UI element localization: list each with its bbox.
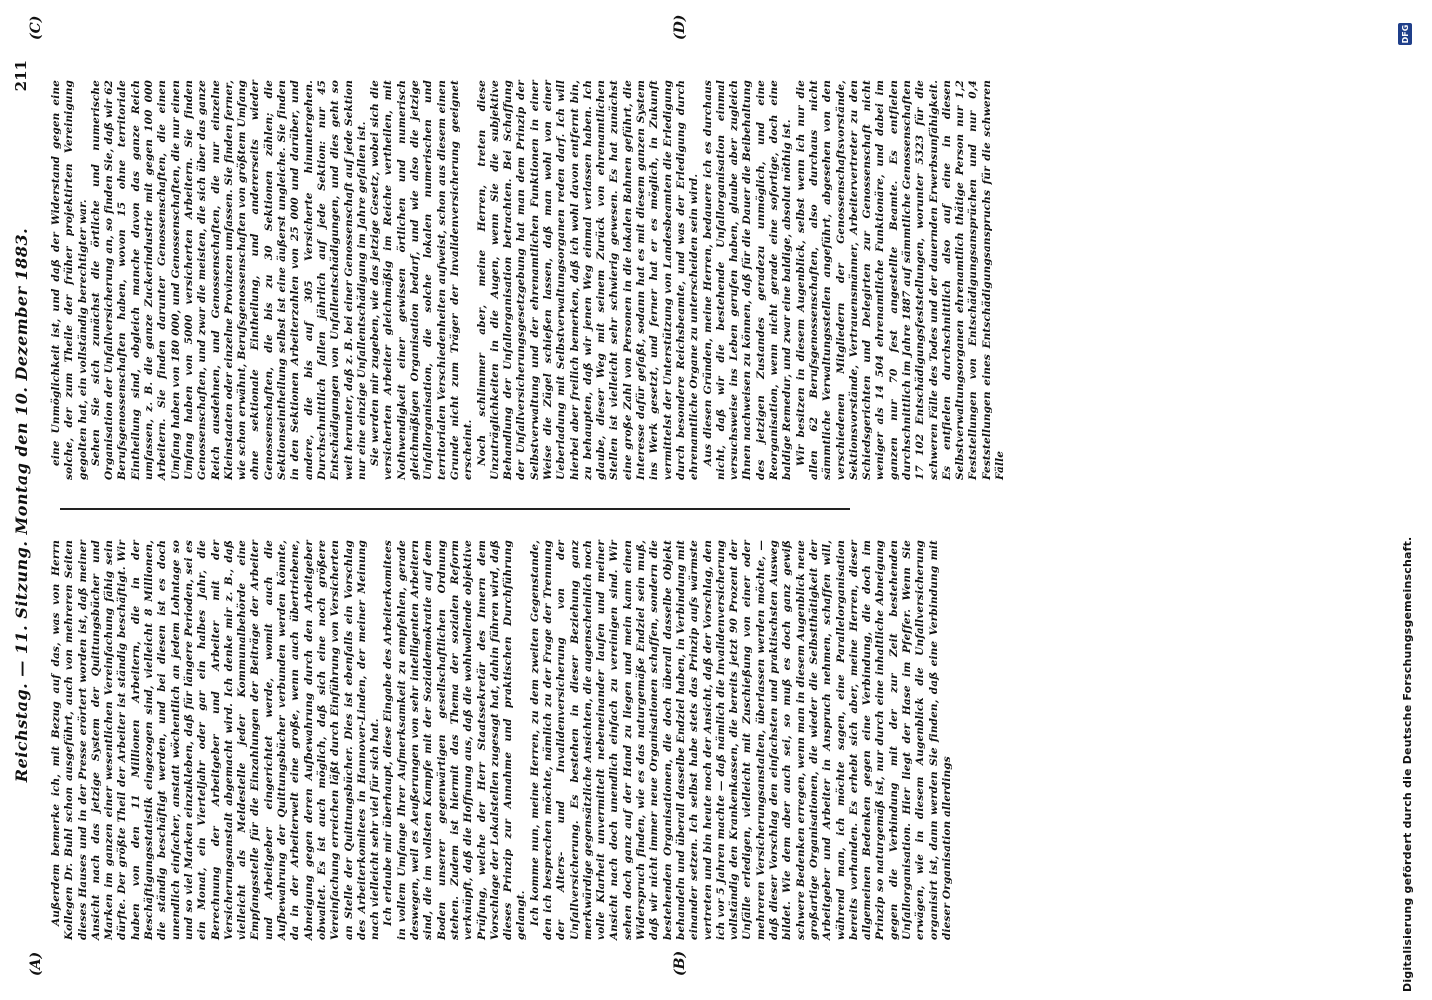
- paragraph: Noch schlimmer aber, meine Herren, treten diese Unzuträglichkeiten in die Augen, wenn Sie die subjektive Behandlung der Unfallorganisation betrachten. Bei Schaffung der Unfallversicherungsgesetzgebung hat man dem Prinzip der Selbstverwaltung und der ehrenamtlichen Funktionen in einer Weise die Zügel schießen lassen, daß man wohl von einer Ueberladung mit Selbstverwaltungsorganen reden darf. Ich will hierbei aber freilich bemerken, daß ich wohl davon entfernt bin, zu behaupten, daß wir jenen Weg einmal verlassen haben. Ich glaube, dieser Weg mit seinem Zurück von ehrenamtlichen Stellen ist vielleicht sehr schwierig gewesen. Es hat zunächst eine große Zahl von Personen in die lokalen Bahnen geführt, die Interesse dafür gefaßt, sodann hat es mit diesem ganzen System ins Werk gesetzt, und ferner hat er es möglich, in Zukunft vermittelst der Unterstützung von Landesbeamten die Erledigung durch besondere Reichsbeamte, und was der Erledigung durch ehrenamtliche Organe zu unterscheiden sein wird.: [475, 80, 701, 480]
- paragraph: Aus diesen Gründen, meine Herren, bedauere ich es durchaus nicht, daß wir die bestehende Unfallorganisation einmal versuchsweise ins Leben gerufen haben, glaube aber zugleich Ihnen nachweisen zu können, daß für die Dauer die Beibehaltung des jetzigen Zustandes geradezu unmöglich, und eine Reorganisation, wenn nicht gerade eine sofortige, doch eine baldige Remedur, und zwar eine baldige, absolut nöthig ist.: [701, 80, 794, 480]
- page-number: 211: [12, 60, 30, 92]
- paragraph: Außerdem bemerke ich, mit Bezug auf das, was von Herrn Kollegen Dr. Buhl schon ausgeführt, auch von mehreren Seiten dieses Hauses und in der Presse erörtert worden ist, daß meiner Ansicht nach das jetzige System der Quittungsbücher und Marken im ganzen einer wesentlichen Vereinfachung fähig sein dürfte. Der größte Theil der Arbeiter ist ständig beschäftigt. Wir haben von den 11 Millionen Arbeitern, die in der Beschäftigungsstatistik eingezogen sind, vielleicht 8 Millionen, die ständig beschäftigt werden, und bei diesen ist es doch unendlich einfacher, anstatt wöchentlich an jedem Lohntage so und so viel Marken einzukleben, daß für längere Perioden, sei es ein Monat, ein Vierteljahr oder gar ein halbes Jahr, die Berechnung der Arbeitgeber und Arbeiter mit der Versicherungsanstalt abgemacht wird. Ich denke mir z. B., daß vielleicht als Meldestelle jeder Kommunalbehörde eine Empfangsstelle für die Einzahlungen der Beiträge der Arbeiter und Arbeitgeber eingerichtet werde, womit auch die Aufbewahrung der Quittungsbücher verbunden werden könnte, da in der Arbeiterwelt eine große, wenn auch übertriebene, Abneigung gegen deren Aufbewahrung durch den Arbeitgeber obwaltet. Es ist auch möglich, daß sich eine noch größere Vereinfachung erreichen läßt durch Einführung von Versicherten an Stelle der Quittungsbücher. Dies ist ebenfalls ein Vorschlag des Arbeiterkomitees in Hannover-Linden, der meiner Meinung nach vielleicht sehr viel für sich hat.: [50, 540, 382, 940]
- paragraph: Wir besitzen in diesem Augenblick, selbst wenn ich nur die allen 62 Berufsgenossenschaften, also durchaus nicht sämmtliche Verwaltungsstellen angeführt, abgesehen von den verschiedenen Mitgliedern der Genossenschaftsvorstände, Sektionsvorstände, Vertrauensmänner, Arbeitervertreter zu den Schiedsgerichten und Delegirten zur Genossenschaft nicht weniger als 14 504 ehrenamtliche Funktionäre, und dabei im ganzen nur 70 fest angestellte Beamte. Es entfielen durchschnittlich im Jahre 1887 auf sämmtliche Genossenschaften 17 102 Entschädigungsfeststellungen, worunter 5323 für die schweren Fälle des Todes und der dauernden Erwerbsunfähigkeit. Es entfielen durchschnittlich also auf eine in diesen Selbstverwaltungsorganen ehrenamtlich thätige Person nur 1,2 Feststellungen von Entschädigungsansprüchen und nur 0,4 Feststellungen eines Entschädigungsanspruchs für die schweren Fälle: [794, 80, 1007, 480]
- margin-marker-c: (C): [28, 15, 44, 40]
- paragraph: eine Unmöglichkeit ist, und daß der Widerstand gegen eine solche, der zum Theile der früher projektirten Vereinigung gegolten hat, ein vollständig berechtigter war.: [50, 80, 89, 480]
- text-column-right: [50, 80, 1007, 480]
- column-divider: [60, 508, 850, 510]
- paragraph: Ich erlaube mir überhaupt, diese Eingabe des Arbeiterkomitees in vollem Umfange Ihrer Aufmerksamkeit zu empfehlen, gerade deswegen, weil es Aeußerungen von sehr intelligenten Arbeitern sind, die im vollsten Kampfe mit der Sozialdemokratie auf dem Boden unserer gegenwärtigen gesellschaftlichen Ordnung stehen. Zudem ist hiermit das Thema der sozialen Reform verknüpft, daß die Hoffnung aus, daß die wohlwollende objektive Prüfung, welche der Herr Staatssekretär des Innern dem Vorschlage der Lokalstellen zugesagt hat, dahin führen wird, daß dieses Prinzip zur Annahme und praktischen Durchführung gelangt.: [382, 540, 528, 940]
- page-title: Reichstag. — 11. Sitzung. Montag den 10. Dezember 1883.: [11, 227, 31, 783]
- margin-marker-d: (D): [672, 14, 688, 40]
- page-header: [8, 50, 34, 960]
- margin-marker-a: (A): [28, 951, 44, 976]
- funding-credit: Digitalisierung gefördert durch die Deutsche Forschungsgemeinschaft.: [1401, 536, 1414, 992]
- paragraph: Ich komme nun, meine Herren, zu dem zweiten Gegenstande, den ich besprechen möchte, nämlich zu der Frage der Trennung der Alters- und Invalidenversicherung von der Unfallversicherung. Es bestehen in dieser Beziehung ganz merkwürdige gegensätzliche Ansichten, die augenscheinlich noch volle Klarheit unvermittelt nebeneinander laufen und meiner Ansicht nach doch unendlich einfach zu vereinigen sind. Wir sehen doch ganz auf der Hand zu liegen und mein kann einen Widerspruch finden, wie es das naturgemäße Endziel sein muß, daß wir nicht immer neue Organisationen schaffen, sondern die bestehenden Organisationen, die doch überall dasselbe Objekt behandeln und überall dasselbe Endziel haben, in Verbindung mit einander setzen. Ich selbst habe stets das Prinzip aufs wärmste vertreten und bin heute noch der Ansicht, daß der Vorschlag, den ich vor 5 Jahren machte — daß nämlich die Invalidenversicherung vollständig den Krankenkassen, die bereits jetzt 90 Prozent der Unfälle erledigen, vielleicht mit Zuschießung von einer oder mehreren Versicherungsanstalten, überlassen werden möchte, — daß dieser Vorschlag den einfachsten und praktischsten Ausweg bildet. Wie dem aber auch sei, so muß es doch ganz gewiß schwere Bedenken erregen, wenn man in diesem Augenblick neue großartige Organisationen, die wieder die Selbstthätigkeit der Arbeitgeber und Arbeiter in Anspruch nehmen, schaffen will, während man, ich möchte sagen, eine Parallelorganisation bereits vorhanden. Es erhebt sich aber, meine Herren, dieser allgemeinen Bedenken gegen eine Verbindung, die doch im Prinzip so naturgemäß ist, nur durch eine inhaltliche Abneigung gegen die Verbindung mit der zur Zeit bestehenden Unfallorganisation. Hier liegt der Hase im Pfeffer. Wenn Sie erwägen, wie in diesem Augenblick die Unfallversicherung organisirt ist, dann werden Sie finden, daß eine Verbindung mit dieser Organisation allerdings: [528, 540, 953, 940]
- paragraph: Sie werden mir zugeben, wie das jetzige Gesetz, wobei sich die versicherten Arbeiter gleichmäßig im Reiche vertheilen, mit Nothwendigkeit einer gewissen örtlichen und numerisch gleichmäßigen Organisation bedarf, und wie also die jetzige Unfallorganisation, die solche lokalen numerischen und territorialen Verschiedenheiten aufweist, schon aus diesem einen Grunde nicht zum Träger der Invalidenversicherung geeignet erscheint.: [369, 80, 475, 480]
- dfg-logo: DFG: [1398, 23, 1412, 45]
- digitization-footer: [1395, 0, 1425, 1000]
- margin-marker-b: (B): [672, 950, 688, 976]
- text-column-left: [50, 540, 953, 940]
- paragraph: Sehen Sie sich zunächst die örtliche und numerische Organisation der Unfallversicherung an, so finden Sie, daß wir 62 Berufsgenossenschaften haben, wovon 15 ohne territoriale Eintheilung sind, obgleich manche davon das ganze Reich umfassen, z. B. die ganze Zuckerindustrie mit gegen 100 000 Arbeitern. Sie finden darunter Genossenschaften, die einen Umfang haben von 180 000, und Genossenschaften, die nur einen Umfang haben von 5000 versicherten Arbeitern. Sie finden Genossenschaften, und zwar die meisten, die sich über das ganze Reich ausdehnen, und Genossenschaften, die nur einzelne Kleinstaaten oder einzelne Provinzen umfassen. Sie finden ferner, wie schon erwähnt, Berufsgenossenschaften von größtem Umfang ohne sektionale Eintheilung, und andererseits wieder Genossenschaften, die bis zu 30 Sektionen zählen; die Sektionseintheilung selbst ist eine äußerst ungleiche. Sie finden in den Sektionen Arbeiterzahlen von 25 000 und darüber, und andere, die bis auf 305 Versicherte hinuntergehen. Durchschnittlich fallen jährlich auf jede Sektion: nur 45 Entschädigungen von Unfallentschädigungen, und dies geht so weit herunter, daß z. B. bei einer Genossenschaft auf jede Sektion nur eine einzige Unfallentschädigung im Jahre gefallen ist.: [89, 80, 368, 480]
